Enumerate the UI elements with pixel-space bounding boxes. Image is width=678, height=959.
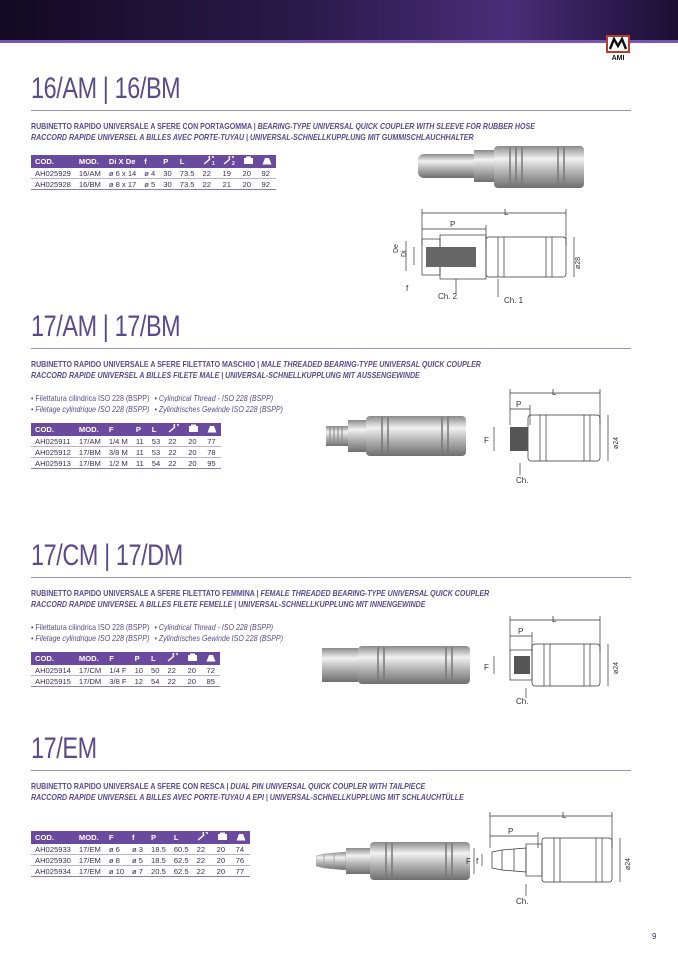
page-number: 9 bbox=[652, 932, 657, 941]
dim-label: ø24 bbox=[625, 857, 632, 870]
table-header-row: COD. MOD. F P L bbox=[31, 652, 220, 665]
dim-label: f bbox=[476, 857, 479, 866]
dim-label: L bbox=[552, 388, 557, 397]
dim-label: P bbox=[450, 220, 456, 229]
technical-drawing-16am bbox=[386, 205, 586, 310]
wrench-icon bbox=[203, 156, 215, 167]
spec-table bbox=[31, 155, 276, 190]
dim-label: ø24 bbox=[613, 661, 620, 674]
header-stripe bbox=[0, 40, 678, 43]
wrench-icon bbox=[167, 653, 179, 664]
dim-label: Ch. 1 bbox=[504, 296, 524, 305]
section-divider bbox=[31, 770, 631, 771]
dim-label: P bbox=[518, 627, 524, 636]
section-divider bbox=[31, 348, 631, 349]
svg-text:1: 1 bbox=[211, 161, 215, 165]
dim-label: Ch. bbox=[516, 897, 529, 906]
table-header-row: COD. MOD. F f P L bbox=[31, 831, 250, 844]
wrench-icon bbox=[197, 832, 209, 843]
svg-text:2: 2 bbox=[231, 161, 235, 165]
dim-label: Ch. bbox=[516, 476, 529, 485]
dim-label: ø28 bbox=[575, 256, 582, 269]
dim-label: Ch. 2 bbox=[438, 292, 458, 301]
technical-drawing-17em bbox=[466, 808, 632, 908]
product-photo-17em bbox=[316, 836, 476, 886]
section-divider bbox=[31, 110, 631, 111]
weight-icon bbox=[236, 832, 246, 843]
table-row: AH025911 17/AM 1/4 M 11 53 22 20 77 bbox=[31, 436, 221, 447]
dim-label: L bbox=[504, 208, 509, 217]
table-row: AH025913 17/BM 1/2 M 11 54 22 20 95 bbox=[31, 458, 221, 469]
dim-label: f bbox=[406, 284, 409, 293]
section-description: RUBINETTO RAPIDO UNIVERSALE A SFERE FILETTATO FEMMINA | FEMALE THREADED BEARING-TYPE UNIVERSAL QUICK COUPLER RACCORD RAPIDE UNIVERSEL A BILLES FILETE FEMELLE | UNIVERSAL-SCHNELLKUPPLUNG MIT INNENGEWINDE bbox=[31, 589, 490, 609]
table-header-row: COD. MOD. Di X De f P L 1 2 bbox=[31, 155, 276, 168]
section-title: 17/EM bbox=[31, 732, 97, 765]
dim-label: P bbox=[508, 827, 514, 836]
product-photo-17am bbox=[326, 410, 476, 462]
box-icon bbox=[217, 832, 228, 843]
weight-icon bbox=[207, 424, 217, 435]
table-row: AH025915 17/DM 3/8 F 12 54 22 20 85 bbox=[31, 676, 220, 687]
dim-label: F bbox=[484, 436, 489, 445]
spec-table bbox=[31, 423, 221, 469]
product-photo-16am bbox=[418, 140, 594, 196]
wrench-icon bbox=[168, 424, 180, 435]
brand-logo-icon bbox=[604, 33, 632, 61]
dim-label: De bbox=[393, 244, 400, 253]
dim-label: Di bbox=[401, 250, 408, 257]
table-row: AH025928 16/BM ø 8 x 17 ø 5 30 73.5 22 21 20 92 bbox=[31, 179, 276, 190]
box-icon bbox=[243, 156, 254, 167]
section-title: 16/AM | 16/BM bbox=[31, 72, 181, 105]
dim-label: F bbox=[484, 663, 489, 672]
brand-mark: AMI bbox=[611, 55, 625, 61]
section-title: 17/CM | 17/DM bbox=[31, 539, 183, 572]
weight-icon bbox=[206, 653, 216, 664]
dim-label: ø24 bbox=[613, 436, 620, 449]
table-row: AH025930 17/EM ø 8 ø 5 18.5 62.5 22 20 76 bbox=[31, 855, 250, 866]
header-bar bbox=[0, 0, 678, 40]
table-row: AH025933 17/EM ø 6 ø 3 18.5 60.5 22 20 74 bbox=[31, 844, 250, 855]
dim-label: F bbox=[466, 857, 471, 866]
weight-icon bbox=[262, 156, 272, 167]
section-description: RUBINETTO RAPIDO UNIVERSALE A SFERE CON PORTAGOMMA | BEARING-TYPE UNIVERSAL QUICK COUPLER WITH SLEEVE FOR RUBBER HOSE RACCORD RAPIDE UNIVERSEL A BILLES AVEC PORTE-TUYAU | UNIVERSAL-SCHNELLKUPPLUNG MIT GUMMISCHLAUCHHALTER bbox=[31, 122, 535, 142]
table-row: AH025934 17/EM ø 10 ø 7 20.5 62.5 22 20 77 bbox=[31, 866, 250, 877]
technical-drawing-17am bbox=[480, 385, 620, 490]
table-row: AH025912 17/BM 3/8 M 11 53 22 20 78 bbox=[31, 447, 221, 458]
technical-drawing-17cm bbox=[480, 612, 620, 712]
box-icon bbox=[188, 424, 199, 435]
section-divider bbox=[31, 577, 631, 578]
section-description: RUBINETTO RAPIDO UNIVERSALE A SFERE FILETTATO MASCHIO | MALE THREADED BEARING-TYPE UNIVERSAL QUICK COUPLER RACCORD RAPIDE UNIVERSEL A BILLES FILETE MALE | UNIVERSAL-SCHNELLKUPPLUNG MIT AUSSENGEWINDE bbox=[31, 360, 481, 380]
thread-notes: • Filettatura cilindrica ISO 228 (BSPP) • Cylindrical Thread - ISO 228 (BSPP) • Filetage cylindrique ISO 228 (BSPP) • Zylindrisches Gewinde ISO 228 (BSPP) bbox=[31, 623, 283, 643]
section-description: RUBINETTO RAPIDO UNIVERSALE A SFERE CON RESCA | DUAL PIN UNIVERSAL QUICK COUPLER WITH TAILPIECE RACCORD RAPIDE UNIVERSEL A BILLES AVEC PORTE-TUYAU A EPI | UNIVERSAL-SCHNELLKUPPLUNG MIT SCHLAUCHTÜLLE bbox=[31, 782, 464, 802]
dim-label: Ch. bbox=[516, 697, 529, 706]
thread-notes: • Filettatura cilindrica ISO 228 (BSPP) • Cylindrical Thread - ISO 228 (BSPP) • Filetage cylindrique ISO 228 (BSPP) • Zylindrisches Gewinde ISO 228 (BSPP) bbox=[31, 394, 283, 414]
dim-label: L bbox=[562, 811, 567, 820]
table-row: AH025929 16/AM ø 6 x 14 ø 4 30 73.5 22 19 20 92 bbox=[31, 168, 276, 179]
table-header-row: COD. MOD. F P L bbox=[31, 423, 221, 436]
section-title: 17/AM | 17/BM bbox=[31, 310, 181, 343]
dim-label: P bbox=[516, 400, 522, 409]
spec-table bbox=[31, 831, 250, 877]
box-icon bbox=[187, 653, 198, 664]
table-row: AH025914 17/CM 1/4 F 10 50 22 20 72 bbox=[31, 665, 220, 676]
dim-label: L bbox=[552, 615, 557, 624]
product-photo-17cm bbox=[322, 640, 478, 690]
wrench-icon bbox=[223, 156, 235, 167]
spec-table bbox=[31, 652, 220, 687]
